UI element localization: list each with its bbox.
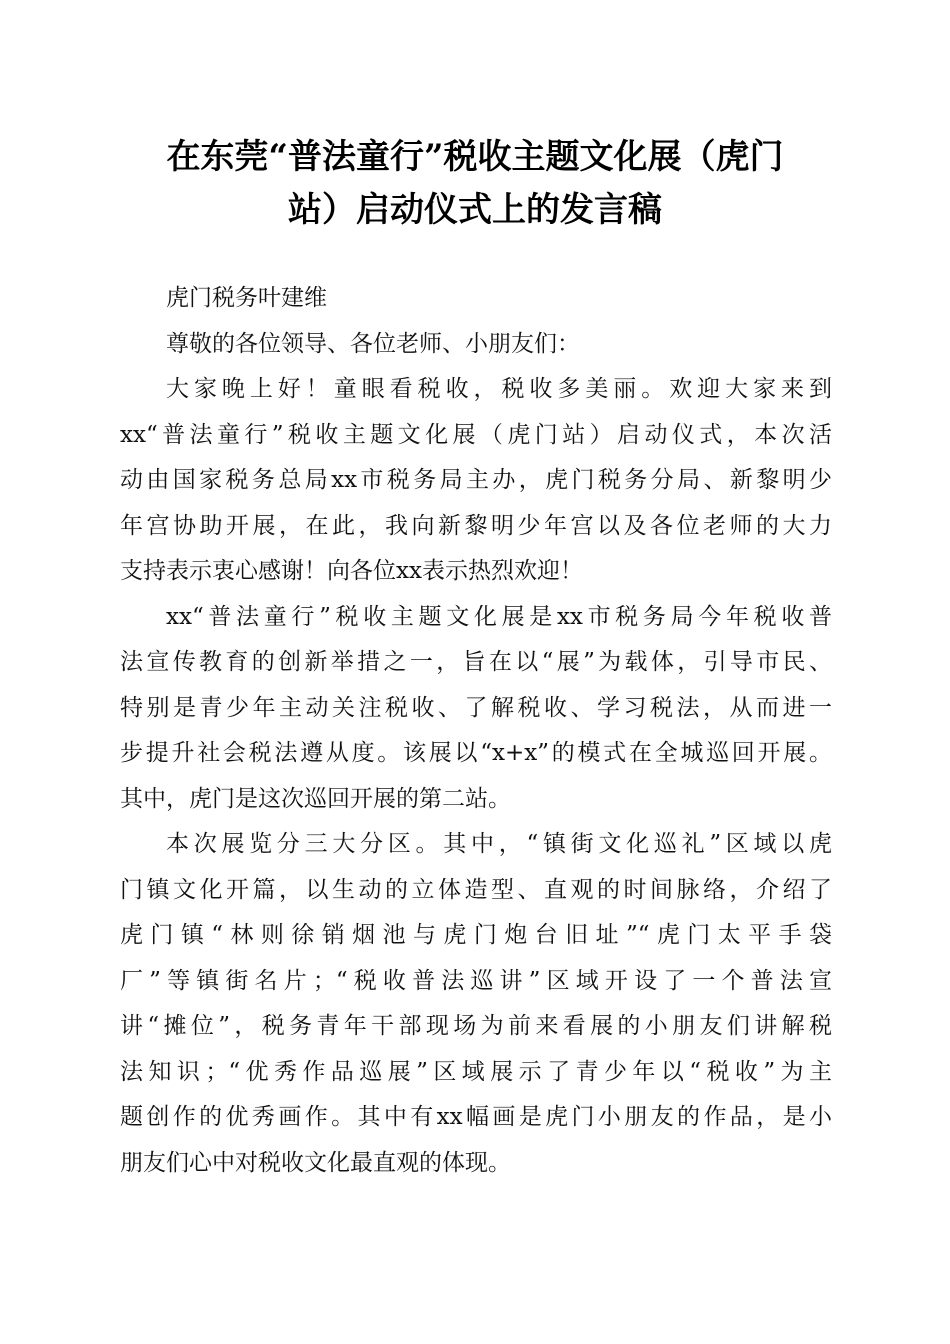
- paragraph-line: 年宫协助开展，在此，我向新黎明少年宫以及各位老师的大力: [120, 512, 832, 539]
- paragraph-line: 厂”等镇街名片；“税收普法巡讲”区域开设了一个普法宣: [120, 967, 832, 994]
- paragraph-line: 题创作的优秀画作。其中有xx幅画是虎门小朋友的作品，是小: [120, 1104, 832, 1130]
- paragraph-line: 步提升社会税法遵从度。该展以“x+x”的模式在全城巡回开展。: [120, 740, 832, 766]
- paragraph-line: 讲“摊位”，税务青年干部现场为前来看展的小朋友们讲解税: [120, 1013, 832, 1039]
- paragraph-line: 特别是青少年主动关注税收、了解税收、学习税法，从而进一: [120, 694, 832, 721]
- salutation-line: 尊敬的各位领导、各位老师、小朋友们：: [166, 330, 580, 357]
- paragraph-line: 朋友们心中对税收文化最直观的体现。: [120, 1149, 511, 1176]
- paragraph-1: [120, 367, 832, 595]
- title-line-1: 在东莞“普法童行”税收主题文化展（虎门: [166, 137, 784, 177]
- document-title: [120, 131, 830, 237]
- paragraph-line: 法宣传教育的创新举措之一，旨在以“展”为载体，引导市民、: [120, 649, 832, 675]
- paragraph-line: 其中，虎门是这次巡回开展的第二站。: [120, 785, 511, 812]
- author-line: 虎门税务叶建维: [166, 285, 327, 311]
- paragraph-line: 门镇文化开篇，以生动的立体造型、直观的时间脉络，介绍了: [120, 876, 832, 903]
- paragraph-line: xx“普法童行”税收主题文化展（虎门站）启动仪式，本次活: [120, 421, 832, 448]
- paragraph-3: [120, 822, 832, 1186]
- paragraph-line: xx“普法童行”税收主题文化展是xx市税务局今年税收普: [166, 603, 832, 630]
- title-line-2: 站）启动仪式上的发言稿: [288, 190, 662, 230]
- document-body: [120, 276, 832, 1186]
- paragraph-line: 支持表示衷心感谢！向各位xx表示热烈欢迎！: [120, 558, 583, 584]
- paragraph-line: 大家晚上好！童眼看税收，税收多美丽。欢迎大家来到: [166, 376, 832, 402]
- paragraph-line: 本次展览分三大分区。其中，“镇街文化巡礼”区域以虎: [166, 831, 832, 857]
- paragraph-line: 动由国家税务总局xx市税务局主办，虎门税务分局、新黎明少: [120, 467, 832, 493]
- paragraph-line: 法知识；“优秀作品巡展”区域展示了青少年以“税收”为主: [120, 1058, 832, 1085]
- paragraph-2: [120, 595, 832, 823]
- paragraph-line: 虎门镇“林则徐销烟池与虎门炮台旧址”“虎门太平手袋: [120, 922, 832, 948]
